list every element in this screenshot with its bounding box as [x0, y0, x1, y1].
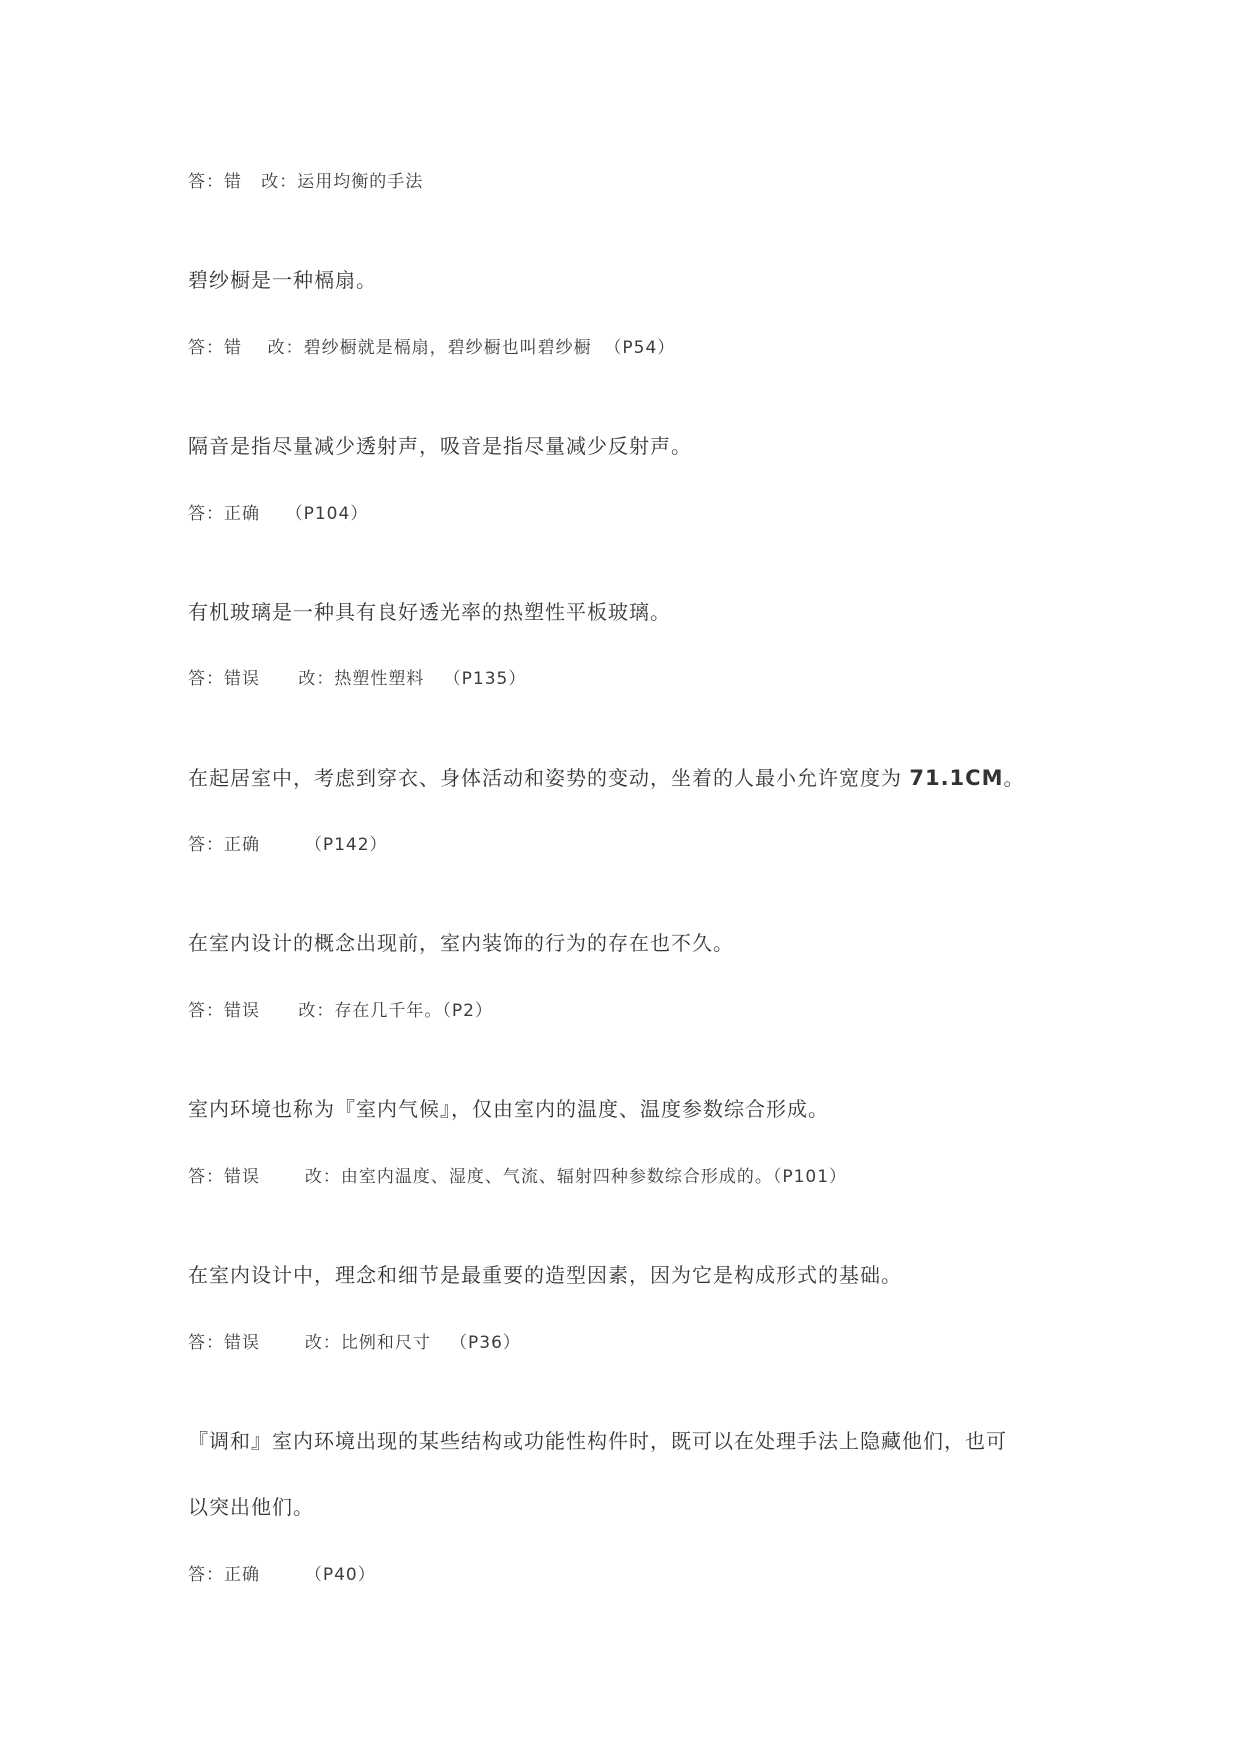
question-5-text: 在起居室中，考虑到穿衣、身体活动和姿势的变动，坐着的人最小允许宽度为	[188, 766, 910, 790]
question-3: 隔音是指尽量减少透射声，吸音是指尽量减少反射声。	[188, 434, 692, 458]
answer-9: 答：正确 （P40）	[188, 1565, 376, 1585]
question-2: 碧纱橱是一种槅扇。	[188, 268, 377, 292]
question-9-line-2: 以突出他们。	[188, 1495, 314, 1519]
answer-3: 答：正确 （P104）	[188, 504, 369, 524]
question-4: 有机玻璃是一种具有良好透光率的热塑性平板玻璃。	[188, 600, 671, 624]
question-5-end: 。	[1003, 766, 1025, 790]
answer-8: 答：错误 改：比例和尺寸 （P36）	[188, 1333, 521, 1353]
answer-2: 答：错 改：碧纱橱就是槅扇，碧纱橱也叫碧纱橱 （P54）	[188, 338, 676, 358]
question-5-value: 71.1CM	[909, 766, 1004, 790]
answer-1: 答：错 改：运用均衡的手法	[188, 172, 424, 192]
question-7: 室内环境也称为『室内气候』，仅由室内的温度、温度参数综合形成。	[188, 1097, 829, 1121]
question-6: 在室内设计的概念出现前，室内装饰的行为的存在也不久。	[188, 931, 734, 955]
answer-7: 答：错误 改：由室内温度、湿度、气流、辐射四种参数综合形成的。（P101）	[188, 1167, 848, 1187]
question-9-line-1: 『调和』室内环境出现的某些结构或功能性构件时，既可以在处理手法上隐藏他们，也可	[188, 1429, 1007, 1453]
question-8: 在室内设计中，理念和细节是最重要的造型因素，因为它是构成形式的基础。	[188, 1263, 902, 1287]
question-5	[188, 768, 1024, 789]
answer-4: 答：错误 改：热塑性塑料 （P135）	[188, 669, 527, 689]
answer-6: 答：错误 改：存在几千年。（P2）	[188, 1001, 493, 1021]
answer-5: 答：正确 （P142）	[188, 835, 388, 855]
